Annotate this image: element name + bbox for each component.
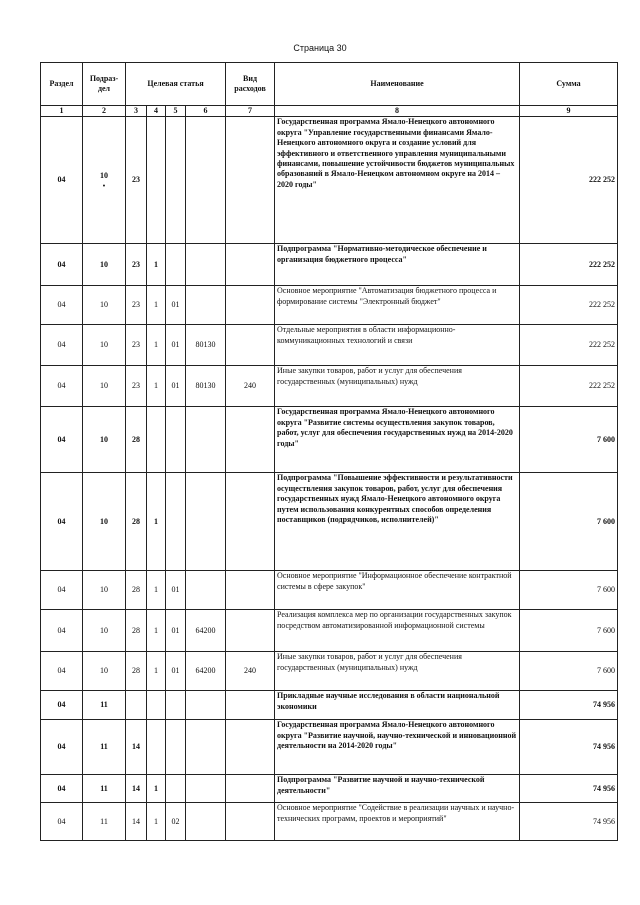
col-number: 3 bbox=[126, 106, 147, 117]
table-row bbox=[41, 286, 618, 325]
col-number: 1 bbox=[41, 106, 83, 117]
celevaya-part3-cell bbox=[166, 720, 186, 775]
table-row bbox=[41, 473, 618, 571]
celevaya-part3-cell-text: 01 bbox=[171, 666, 180, 676]
celevaya-part2-cell-text: 1 bbox=[154, 783, 158, 793]
podrazdel-cell-text: 10 bbox=[100, 300, 108, 310]
celevaya-part2-cell-text: 1 bbox=[154, 340, 158, 350]
summa-cell bbox=[520, 652, 618, 691]
naimenovanie-cell bbox=[275, 720, 520, 775]
razdel-cell bbox=[41, 691, 83, 720]
celevaya-part2-cell bbox=[147, 652, 166, 691]
celevaya-part2-cell bbox=[147, 571, 166, 610]
naimenovanie-cell-text: Государственная программа Ямало-Ненецкого автономного округа "Развитие системы осуществления закупок товаров, работ, услуг для обеспечения государственных нужд на 2014-2020 годы" bbox=[277, 407, 513, 448]
celevaya-part2-cell bbox=[147, 803, 166, 841]
celevaya-part1-cell bbox=[126, 803, 147, 841]
celevaya-part1-cell bbox=[126, 117, 147, 244]
table-row bbox=[41, 610, 618, 652]
table-row bbox=[41, 325, 618, 366]
podrazdel-cell-text: 10 bbox=[100, 259, 108, 269]
razdel-cell bbox=[41, 407, 83, 473]
summa-cell-text: 222 252 bbox=[589, 381, 616, 391]
celevaya-part4-cell bbox=[186, 407, 226, 473]
razdel-cell bbox=[41, 652, 83, 691]
razdel-cell-text: 04 bbox=[57, 340, 66, 350]
header-vid-rashodov: Вид расходов bbox=[226, 63, 275, 106]
vid-rashodov-cell bbox=[226, 720, 275, 775]
celevaya-part1-cell bbox=[126, 244, 147, 286]
razdel-cell bbox=[41, 803, 83, 841]
summa-cell-text: 7 600 bbox=[597, 625, 616, 635]
summa-cell-text: 7 600 bbox=[597, 516, 616, 526]
podrazdel-cell-text: 10 bbox=[100, 516, 108, 526]
celevaya-part4-cell bbox=[186, 571, 226, 610]
summa-cell-text: 74 956 bbox=[593, 742, 616, 752]
summa-cell bbox=[520, 325, 618, 366]
celevaya-part3-cell bbox=[166, 407, 186, 473]
razdel-cell-text: 04 bbox=[57, 816, 66, 826]
razdel-cell bbox=[41, 473, 83, 571]
celevaya-part2-cell bbox=[147, 775, 166, 803]
vid-rashodov-cell bbox=[226, 117, 275, 244]
summa-cell-text: 74 956 bbox=[593, 700, 616, 710]
razdel-cell-text: 04 bbox=[57, 625, 66, 635]
celevaya-part4-cell-text: 80130 bbox=[195, 340, 216, 350]
naimenovanie-cell-text: Иные закупки товаров, работ и услуг для обеспечения государственных (муниципальных) нужд bbox=[277, 366, 462, 386]
table-row bbox=[41, 366, 618, 407]
celevaya-part3-cell-text: 01 bbox=[171, 625, 180, 635]
celevaya-part1-cell-text: 23 bbox=[132, 300, 140, 310]
celevaya-part3-cell bbox=[166, 652, 186, 691]
summa-cell bbox=[520, 366, 618, 407]
razdel-cell-text: 04 bbox=[57, 175, 66, 185]
vid-rashodov-cell bbox=[226, 244, 275, 286]
page-number-header: Страница 30 bbox=[293, 43, 347, 53]
celevaya-part2-cell bbox=[147, 325, 166, 366]
podrazdel-cell bbox=[83, 720, 126, 775]
celevaya-part3-cell-text: 01 bbox=[171, 585, 180, 595]
razdel-cell-text: 04 bbox=[57, 300, 66, 310]
vid-rashodov-cell bbox=[226, 407, 275, 473]
celevaya-part1-cell-text: 28 bbox=[132, 666, 140, 676]
celevaya-part4-cell bbox=[186, 720, 226, 775]
summa-cell bbox=[520, 775, 618, 803]
summa-cell bbox=[520, 571, 618, 610]
podrazdel-cell-text: 11 bbox=[100, 742, 108, 752]
podrazdel-cell-text: 10 bbox=[100, 381, 108, 391]
celevaya-part1-cell-text: 14 bbox=[132, 783, 140, 793]
naimenovanie-cell-text: Основное мероприятие "Содействие в реализации научных и научно-технических программ, проектов и мероприятий" bbox=[277, 803, 515, 823]
celevaya-part4-cell bbox=[186, 286, 226, 325]
summa-cell-text: 222 252 bbox=[589, 340, 616, 350]
header-celevaya-statya: Целевая статья bbox=[126, 63, 226, 106]
naimenovanie-cell bbox=[275, 366, 520, 407]
naimenovanie-cell bbox=[275, 652, 520, 691]
naimenovanie-cell-text: Подпрограмма "Нормативно-методическое обеспечение и организация бюджетного процесса" bbox=[277, 244, 487, 264]
razdel-cell bbox=[41, 366, 83, 407]
table-row bbox=[41, 691, 618, 720]
celevaya-part1-cell bbox=[126, 691, 147, 720]
celevaya-part3-cell bbox=[166, 117, 186, 244]
celevaya-part3-cell-text: 01 bbox=[171, 340, 180, 350]
naimenovanie-cell-text: Основное мероприятие "Автоматизация бюджетного процесса и формирование системы "Электронный бюджет" bbox=[277, 286, 497, 306]
celevaya-part3-cell-text: 01 bbox=[171, 381, 180, 391]
celevaya-part3-cell bbox=[166, 325, 186, 366]
header-summa: Сумма bbox=[520, 63, 618, 106]
celevaya-part1-cell-text: 23 bbox=[132, 259, 140, 269]
podrazdel-cell-text: 10 bbox=[100, 170, 108, 180]
summa-cell-text: 222 252 bbox=[589, 175, 616, 185]
podrazdel-cell bbox=[83, 325, 126, 366]
podrazdel-cell bbox=[83, 803, 126, 841]
naimenovanie-cell bbox=[275, 244, 520, 286]
razdel-cell bbox=[41, 325, 83, 366]
celevaya-part4-cell-text: 64200 bbox=[195, 666, 216, 676]
celevaya-part1-cell-text: 23 bbox=[132, 340, 140, 350]
celevaya-part3-cell bbox=[166, 473, 186, 571]
celevaya-part2-cell bbox=[147, 691, 166, 720]
podrazdel-cell-text: 11 bbox=[100, 700, 108, 710]
celevaya-part2-cell-text: 1 bbox=[154, 585, 158, 595]
podrazdel-cell-text: 10 bbox=[100, 666, 108, 676]
naimenovanie-cell bbox=[275, 775, 520, 803]
naimenovanie-cell-text: Подпрограмма "Повышение эффективности и результативности осуществления закупок товаров, работ, услуг для обеспечения государственных нужд Ямало-Ненецкого автономного округа путем использования конкурентных способов определения поставщиков (подрядчиков, исполнителей)" bbox=[277, 473, 513, 525]
celevaya-part3-cell bbox=[166, 366, 186, 407]
podrazdel-cell bbox=[83, 652, 126, 691]
col-number: 4 bbox=[147, 106, 166, 117]
celevaya-part1-cell-text: 23 bbox=[132, 175, 140, 185]
razdel-cell bbox=[41, 244, 83, 286]
celevaya-part2-cell bbox=[147, 720, 166, 775]
summa-cell bbox=[520, 286, 618, 325]
vid-rashodov-cell bbox=[226, 691, 275, 720]
naimenovanie-cell bbox=[275, 803, 520, 841]
celevaya-part2-cell bbox=[147, 473, 166, 571]
vid-rashodov-cell bbox=[226, 571, 275, 610]
razdel-cell bbox=[41, 610, 83, 652]
razdel-cell-text: 04 bbox=[57, 516, 66, 526]
naimenovanie-cell-text: Государственная программа Ямало-Ненецкого автономного округа "Управление государственными финансами Ямало-Ненецкого автономного округа и создание условий для эффективного и ответственного управления муниципальными финансами, повышение устойчивости бюджетов муниципальных образований в Ямало-Ненецком автономном округе на 2014 – 2020 годы" bbox=[277, 117, 515, 189]
summa-cell bbox=[520, 803, 618, 841]
podrazdel-cell bbox=[83, 610, 126, 652]
podrazdel-cell bbox=[83, 775, 126, 803]
column-number-row bbox=[41, 106, 618, 117]
table-row bbox=[41, 803, 618, 841]
summa-cell-text: 74 956 bbox=[593, 816, 616, 826]
celevaya-part4-cell bbox=[186, 366, 226, 407]
celevaya-part4-cell bbox=[186, 244, 226, 286]
celevaya-part4-cell bbox=[186, 652, 226, 691]
razdel-cell-text: 04 bbox=[57, 783, 66, 793]
celevaya-part3-cell bbox=[166, 803, 186, 841]
vid-rashodov-cell bbox=[226, 610, 275, 652]
col-number: 7 bbox=[226, 106, 275, 117]
celevaya-part1-cell bbox=[126, 286, 147, 325]
celevaya-part1-cell-text: 23 bbox=[132, 381, 140, 391]
celevaya-part1-cell bbox=[126, 366, 147, 407]
podrazdel-cell-text: 10 bbox=[100, 434, 108, 444]
naimenovanie-cell bbox=[275, 286, 520, 325]
budget-table bbox=[40, 62, 618, 841]
summa-cell bbox=[520, 610, 618, 652]
pen-mark: • bbox=[102, 182, 106, 191]
table-row bbox=[41, 775, 618, 803]
celevaya-part4-cell bbox=[186, 775, 226, 803]
razdel-cell-text: 04 bbox=[57, 381, 66, 391]
podrazdel-cell-text: 10 bbox=[100, 625, 108, 635]
vid-rashodov-cell bbox=[226, 473, 275, 571]
razdel-cell-text: 04 bbox=[57, 666, 66, 676]
podrazdel-cell bbox=[83, 286, 126, 325]
celevaya-part1-cell bbox=[126, 571, 147, 610]
naimenovanie-cell-text: Прикладные научные исследования в области национальной экономики bbox=[277, 691, 500, 711]
celevaya-part1-cell bbox=[126, 473, 147, 571]
celevaya-part2-cell-text: 1 bbox=[154, 625, 158, 635]
celevaya-part4-cell bbox=[186, 117, 226, 244]
vid-rashodov-cell bbox=[226, 775, 275, 803]
naimenovanie-cell-text: Подпрограмма "Развитие научной и научно-технической деятельности" bbox=[277, 775, 485, 795]
table-row bbox=[41, 244, 618, 286]
podrazdel-cell-text: 10 bbox=[100, 340, 108, 350]
celevaya-part1-cell-text: 28 bbox=[132, 434, 140, 444]
celevaya-part4-cell bbox=[186, 691, 226, 720]
celevaya-part2-cell bbox=[147, 244, 166, 286]
podrazdel-cell bbox=[83, 473, 126, 571]
header-razdel: Раздел bbox=[41, 63, 83, 106]
table-row bbox=[41, 720, 618, 775]
vid-rashodov-cell bbox=[226, 803, 275, 841]
summa-cell bbox=[520, 407, 618, 473]
summa-cell bbox=[520, 473, 618, 571]
summa-cell-text: 222 252 bbox=[589, 259, 616, 269]
summa-cell-text: 7 600 bbox=[597, 585, 616, 595]
celevaya-part2-cell-text: 1 bbox=[154, 516, 158, 526]
celevaya-part4-cell bbox=[186, 803, 226, 841]
table-row bbox=[41, 571, 618, 610]
celevaya-part4-cell bbox=[186, 610, 226, 652]
celevaya-part2-cell bbox=[147, 366, 166, 407]
celevaya-part1-cell-text: 14 bbox=[132, 816, 140, 826]
razdel-cell-text: 04 bbox=[57, 742, 66, 752]
razdel-cell-text: 04 bbox=[57, 434, 66, 444]
celevaya-part4-cell bbox=[186, 473, 226, 571]
vid-rashodov-cell bbox=[226, 652, 275, 691]
celevaya-part4-cell-text: 64200 bbox=[195, 625, 216, 635]
col-number: 5 bbox=[166, 106, 186, 117]
celevaya-part2-cell bbox=[147, 610, 166, 652]
celevaya-part3-cell-text: 02 bbox=[171, 816, 180, 826]
naimenovanie-cell bbox=[275, 691, 520, 720]
celevaya-part1-cell-text: 28 bbox=[132, 625, 140, 635]
vid-rashodov-cell bbox=[226, 286, 275, 325]
vid-rashodov-cell-text: 240 bbox=[244, 381, 257, 391]
celevaya-part3-cell bbox=[166, 571, 186, 610]
podrazdel-cell bbox=[83, 244, 126, 286]
col-number: 6 bbox=[186, 106, 226, 117]
celevaya-part3-cell bbox=[166, 244, 186, 286]
summa-cell-text: 74 956 bbox=[593, 783, 616, 793]
naimenovanie-cell-text: Отдельные мероприятия в области информационно-коммуникационных технологий и связи bbox=[277, 325, 456, 345]
celevaya-part4-cell-text: 80130 bbox=[195, 381, 216, 391]
celevaya-part2-cell bbox=[147, 407, 166, 473]
podrazdel-cell bbox=[83, 117, 126, 244]
header-row bbox=[41, 63, 618, 106]
celevaya-part1-cell bbox=[126, 325, 147, 366]
vid-rashodov-cell bbox=[226, 366, 275, 407]
podrazdel-cell bbox=[83, 691, 126, 720]
naimenovanie-cell bbox=[275, 325, 520, 366]
podrazdel-cell-text: 11 bbox=[100, 816, 108, 826]
summa-cell bbox=[520, 117, 618, 244]
celevaya-part1-cell-text: 28 bbox=[132, 516, 140, 526]
table-row bbox=[41, 652, 618, 691]
vid-rashodov-cell bbox=[226, 325, 275, 366]
summa-cell-text: 7 600 bbox=[597, 666, 616, 676]
podrazdel-cell-text: 11 bbox=[100, 783, 108, 793]
razdel-cell bbox=[41, 117, 83, 244]
celevaya-part2-cell-text: 1 bbox=[154, 381, 158, 391]
naimenovanie-cell-text: Государственная программа Ямало-Ненецкого автономного округа "Развитие научной, научно-технической и инновационной деятельности на 2014-2020 годы" bbox=[277, 720, 517, 751]
table-row bbox=[41, 407, 618, 473]
podrazdel-cell bbox=[83, 366, 126, 407]
celevaya-part2-cell bbox=[147, 286, 166, 325]
celevaya-part1-cell bbox=[126, 720, 147, 775]
celevaya-part3-cell bbox=[166, 775, 186, 803]
celevaya-part1-cell-text: 14 bbox=[132, 742, 140, 752]
razdel-cell bbox=[41, 571, 83, 610]
summa-cell-text: 222 252 bbox=[589, 300, 616, 310]
naimenovanie-cell-text: Основное мероприятие "Информационное обеспечение контрактной системы в сфере закупок" bbox=[277, 571, 512, 591]
naimenovanie-cell bbox=[275, 407, 520, 473]
naimenovanie-cell bbox=[275, 473, 520, 571]
header-naimenovanie: Наименование bbox=[275, 63, 520, 106]
naimenovanie-cell bbox=[275, 571, 520, 610]
summa-cell bbox=[520, 720, 618, 775]
col-number: 9 bbox=[520, 106, 618, 117]
summa-cell bbox=[520, 244, 618, 286]
naimenovanie-cell-text: Реализация комплекса мер по организации государственных закупок посредством автоматизированной информационной системы bbox=[277, 610, 512, 630]
celevaya-part1-cell bbox=[126, 652, 147, 691]
celevaya-part4-cell bbox=[186, 325, 226, 366]
summa-cell bbox=[520, 691, 618, 720]
celevaya-part1-cell bbox=[126, 407, 147, 473]
celevaya-part3-cell-text: 01 bbox=[171, 300, 180, 310]
razdel-cell bbox=[41, 286, 83, 325]
razdel-cell bbox=[41, 775, 83, 803]
naimenovanie-cell bbox=[275, 610, 520, 652]
celevaya-part2-cell-text: 1 bbox=[154, 259, 158, 269]
celevaya-part3-cell bbox=[166, 610, 186, 652]
celevaya-part1-cell bbox=[126, 775, 147, 803]
razdel-cell-text: 04 bbox=[57, 700, 66, 710]
razdel-cell-text: 04 bbox=[57, 259, 66, 269]
celevaya-part2-cell-text: 1 bbox=[154, 300, 158, 310]
celevaya-part3-cell bbox=[166, 286, 186, 325]
summa-cell-text: 7 600 bbox=[597, 434, 616, 444]
naimenovanie-cell bbox=[275, 117, 520, 244]
col-number: 2 bbox=[83, 106, 126, 117]
vid-rashodov-cell-text: 240 bbox=[244, 666, 257, 676]
celevaya-part2-cell-text: 1 bbox=[154, 666, 158, 676]
celevaya-part2-cell-text: 1 bbox=[154, 816, 158, 826]
naimenovanie-cell-text: Иные закупки товаров, работ и услуг для обеспечения государственных (муниципальных) нужд bbox=[277, 652, 462, 672]
podrazdel-cell-text: 10 bbox=[100, 585, 108, 595]
table-row bbox=[41, 117, 618, 244]
col-number: 8 bbox=[275, 106, 520, 117]
celevaya-part3-cell bbox=[166, 691, 186, 720]
podrazdel-cell bbox=[83, 407, 126, 473]
celevaya-part1-cell bbox=[126, 610, 147, 652]
header-podrazdel: Подраз-дел bbox=[83, 63, 126, 106]
celevaya-part2-cell bbox=[147, 117, 166, 244]
celevaya-part1-cell-text: 28 bbox=[132, 585, 140, 595]
razdel-cell-text: 04 bbox=[57, 585, 66, 595]
razdel-cell bbox=[41, 720, 83, 775]
podrazdel-cell bbox=[83, 571, 126, 610]
